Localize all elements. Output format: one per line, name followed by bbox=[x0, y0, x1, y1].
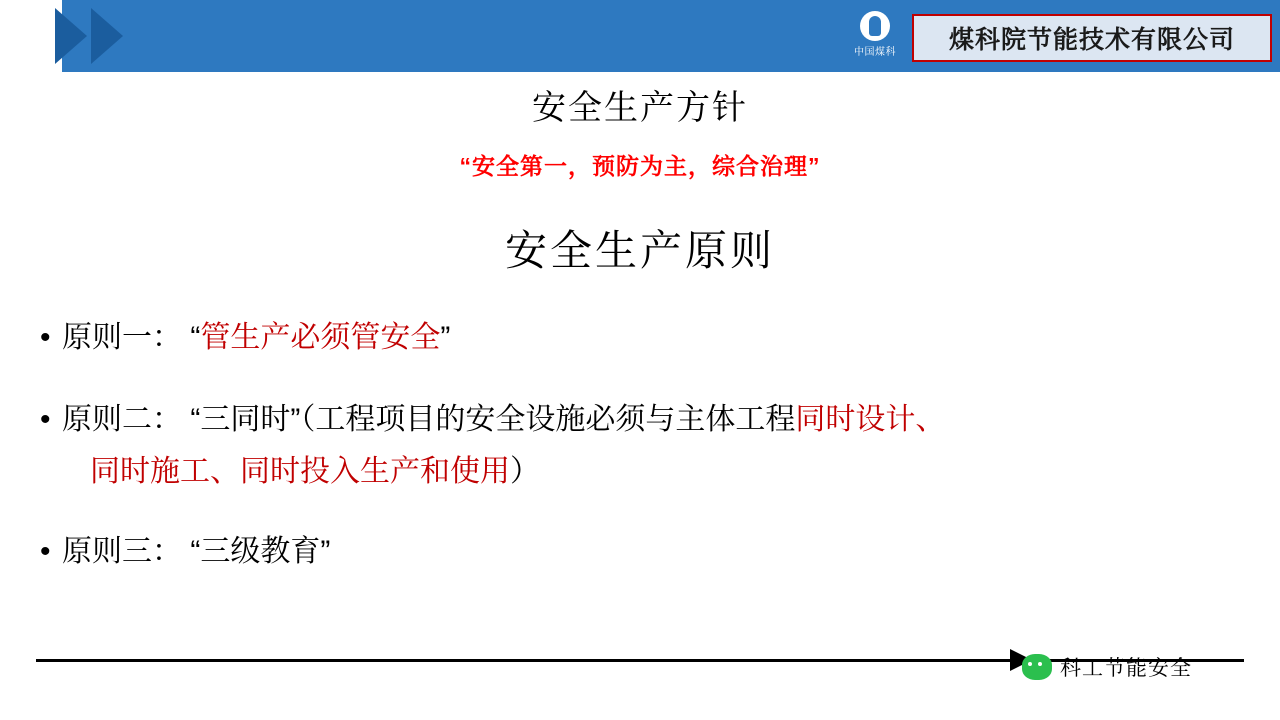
coal-science-logo-icon bbox=[845, 11, 905, 61]
principle-two-text-2: ） bbox=[510, 455, 540, 488]
principle-two-label: 原则二： bbox=[62, 403, 182, 436]
list-item-text bbox=[62, 394, 1250, 498]
bullet-marker: • bbox=[40, 403, 51, 436]
principle-two-highlight-2: 同时施工、同时投入生产和使用 bbox=[90, 455, 510, 488]
page-title-principles: 安全生产原则 bbox=[504, 226, 775, 275]
principle-three-label: 原则三： bbox=[62, 535, 182, 568]
policy-slogan: “安全第一，预防为主，综合治理” bbox=[459, 153, 821, 179]
logo-text: 中国煤科 bbox=[854, 47, 896, 58]
header-bar bbox=[0, 0, 1280, 72]
wechat-icon bbox=[1022, 654, 1052, 680]
principle-one-label: 原则一： bbox=[62, 321, 182, 354]
company-name-box bbox=[912, 14, 1272, 62]
principle-two-line-2 bbox=[62, 446, 1250, 498]
bullet-marker: • bbox=[40, 321, 51, 354]
list-item-text bbox=[62, 312, 1250, 364]
list-item-text bbox=[62, 526, 1250, 578]
list-item bbox=[40, 394, 1250, 498]
principle-one-highlight: 管生产必须管安全 bbox=[200, 321, 441, 354]
principle-one-quote-close: ” bbox=[440, 321, 451, 354]
principle-two-highlight-1: 同时设计、 bbox=[795, 403, 946, 436]
list-item bbox=[40, 526, 1250, 578]
principle-two-text-1: “三同时”（工程项目的安全设施必须与主体工程 bbox=[182, 403, 796, 436]
company-name: 煤科院节能技术有限公司 bbox=[948, 26, 1235, 54]
principle-one-quote-open: “ bbox=[182, 321, 201, 354]
header-left-block bbox=[0, 0, 62, 72]
page-title-policy: 安全生产方针 bbox=[532, 88, 748, 128]
list-item bbox=[40, 312, 1250, 364]
wechat-account-name: 科工节能安全 bbox=[1060, 657, 1192, 680]
principles-list bbox=[40, 312, 1250, 578]
double-chevron-right-icon bbox=[55, 8, 165, 64]
principle-three-quote: “三级教育” bbox=[182, 535, 331, 568]
bullet-marker: • bbox=[40, 535, 51, 568]
wechat-badge bbox=[1022, 652, 1192, 682]
